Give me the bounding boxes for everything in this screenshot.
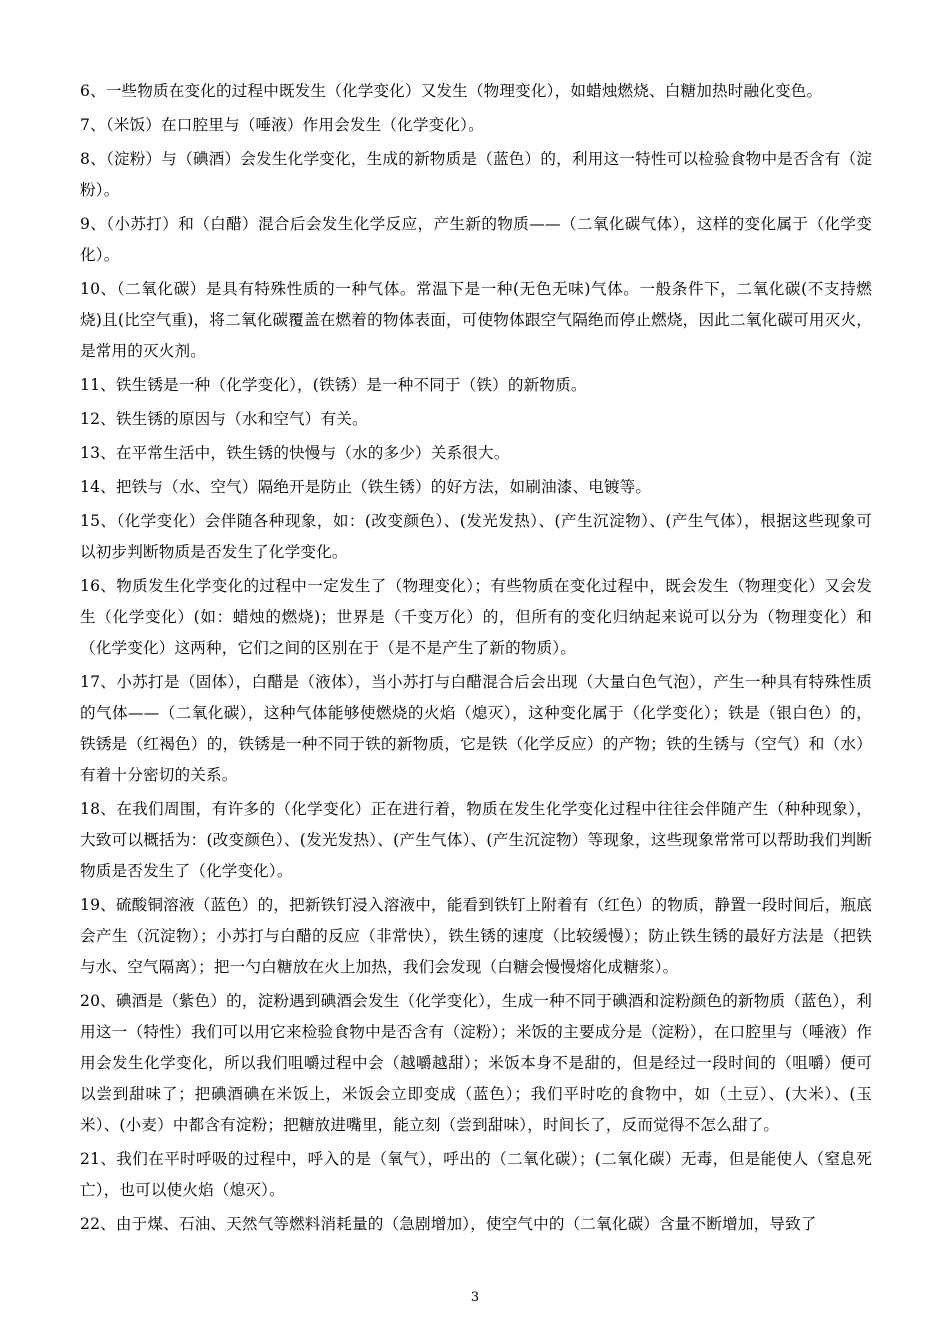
- paragraph-item-21: 21、我们在平时呼吸的过程中，呼入的是（氧气），呼出的（二氧化碳）；(二氧化碳）无毒，但是能使人（窒息死亡），也可以使火焰（熄灭）。: [80, 1150, 872, 1199]
- paragraph-item-18: 18、在我们周围，有许多的（化学变化）正在进行着，物质在发生化学变化过程中往往会伴随产生（种种现象），大致可以概括为：(改变颜色）、(发光发热）、(产生气体）、(产生沉淀物）等现象，这些现象常常可以帮助我们判断物质是否发生了（化学变化）。: [80, 800, 872, 880]
- paragraph-item-10: 10、（二氧化碳）是具有特殊性质的一种气体。常温下是一种(无色无味)气体。一般条件下，二氧化碳(不支持燃烧)且(比空气重)，将二氧化碳覆盖在燃着的物体表面，可使物体跟空气隔绝而停止燃烧，因此二氧化碳可用灭火，是常用的灭火剂。: [80, 280, 872, 360]
- paragraph-item-15: 15、（化学变化）会伴随各种现象，如：(改变颜色）、(发光发热）、(产生沉淀物）、(产生气体），根据这些现象可以初步判断物质是否发生了化学变化。: [80, 512, 872, 561]
- paragraph-item-13: 13、在平常生活中，铁生锈的快慢与（水的多少）关系很大。: [80, 444, 510, 462]
- paragraph-item-6: 6、一些物质在变化的过程中既发生（化学变化）又发生（物理变化），如蜡烛燃烧、白糖加热时融化变色。: [80, 82, 823, 100]
- paragraph-item-20: 20、碘酒是（紫色）的，淀粉遇到碘酒会发生（化学变化），生成一种不同于碘酒和淀粉颜色的新物质（蓝色），利用这一（特性）我们可以用它来检验食物中是否含有（淀粉）；米饭的主要成分是（淀粉），在口腔里与（唾液）作用会发生化学变化，所以我们咀嚼过程中会（越嚼越甜）；米饭本身不是甜的，但是经过一段时间的（咀嚼）便可以尝到甜味了；把碘酒碘在米饭上，米饭会立即变成（蓝色）；我们平时吃的食物中，如（土豆）、(大米）、(玉米）、(小麦）中都含有淀粉；把糖放进嘴里，能立刻（尝到甜味），时间长了，反而觉得不怎么甜了。: [80, 992, 872, 1134]
- paragraph-item-11: 11、铁生锈是一种（化学变化），(铁锈）是一种不同于（铁）的新物质。: [80, 376, 587, 394]
- document-body: [80, 76, 872, 1243]
- paragraph-item-17: 17、小苏打是（固体），白醋是（液体），当小苏打与白醋混合后会出现（大量白色气泡），产生一种具有特殊性质的气体——（二氧化碳），这种气体能够使燃烧的火焰（熄灭），这种变化属于（化学变化）；铁是（银白色）的，铁锈是（红褐色）的，铁锈是一种不同于铁的新物质，它是铁（化学反应）的产物；铁的生锈与（空气）和（水）有着十分密切的关系。: [80, 673, 872, 784]
- paragraph-item-16: 16、物质发生化学变化的过程中一定发生了（物理变化）；有些物质在变化过程中，既会发生（物理变化）又会发生（化学变化）(如：蜡烛的燃烧)；世界是（千变万化）的，但所有的变化归纳起来说可以分为（物理变化）和（化学变化）这两种，它们之间的区别在于（是不是产生了新的物质）。: [80, 577, 872, 657]
- paragraph-item-9: 9、（小苏打）和（白醋）混合后会发生化学反应，产生新的物质——（二氧化碳气体），这样的变化属于（化学变化）。: [80, 215, 872, 264]
- page-number: 3: [470, 1290, 480, 1305]
- paragraph-item-19: 19、硫酸铜溶液（蓝色）的，把新铁钉浸入溶液中，能看到铁钉上附着有（红色）的物质，静置一段时间后，瓶底会产生（沉淀物）；小苏打与白醋的反应（非常快），铁生锈的速度（比较缓慢）；防止铁生锈的最好方法是（把铁与水、空气隔离）；把一勺白糖放在火上加热，我们会发现（白糖会慢慢熔化成糖浆）。: [80, 896, 872, 976]
- paragraph-item-7: 7、（米饭）在口腔里与（唾液）作用会发生（化学变化）。: [80, 116, 484, 134]
- paragraph-item-12: 12、铁生锈的原因与（水和空气）有关。: [80, 410, 368, 428]
- paragraph-item-14: 14、把铁与（水、空气）隔绝开是防止（铁生锈）的好方法，如刷油漆、电镀等。: [80, 478, 652, 496]
- paragraph-item-22: 22、由于煤、石油、天然气等燃料消耗量的（急剧增加），使空气中的（二氧化碳）含量不断增加，导致了: [80, 1215, 817, 1233]
- paragraph-item-8: 8、（淀粉）与（碘酒）会发生化学变化，生成的新物质是（蓝色）的，利用这一特性可以检验食物中是否含有（淀粉）。: [80, 150, 872, 199]
